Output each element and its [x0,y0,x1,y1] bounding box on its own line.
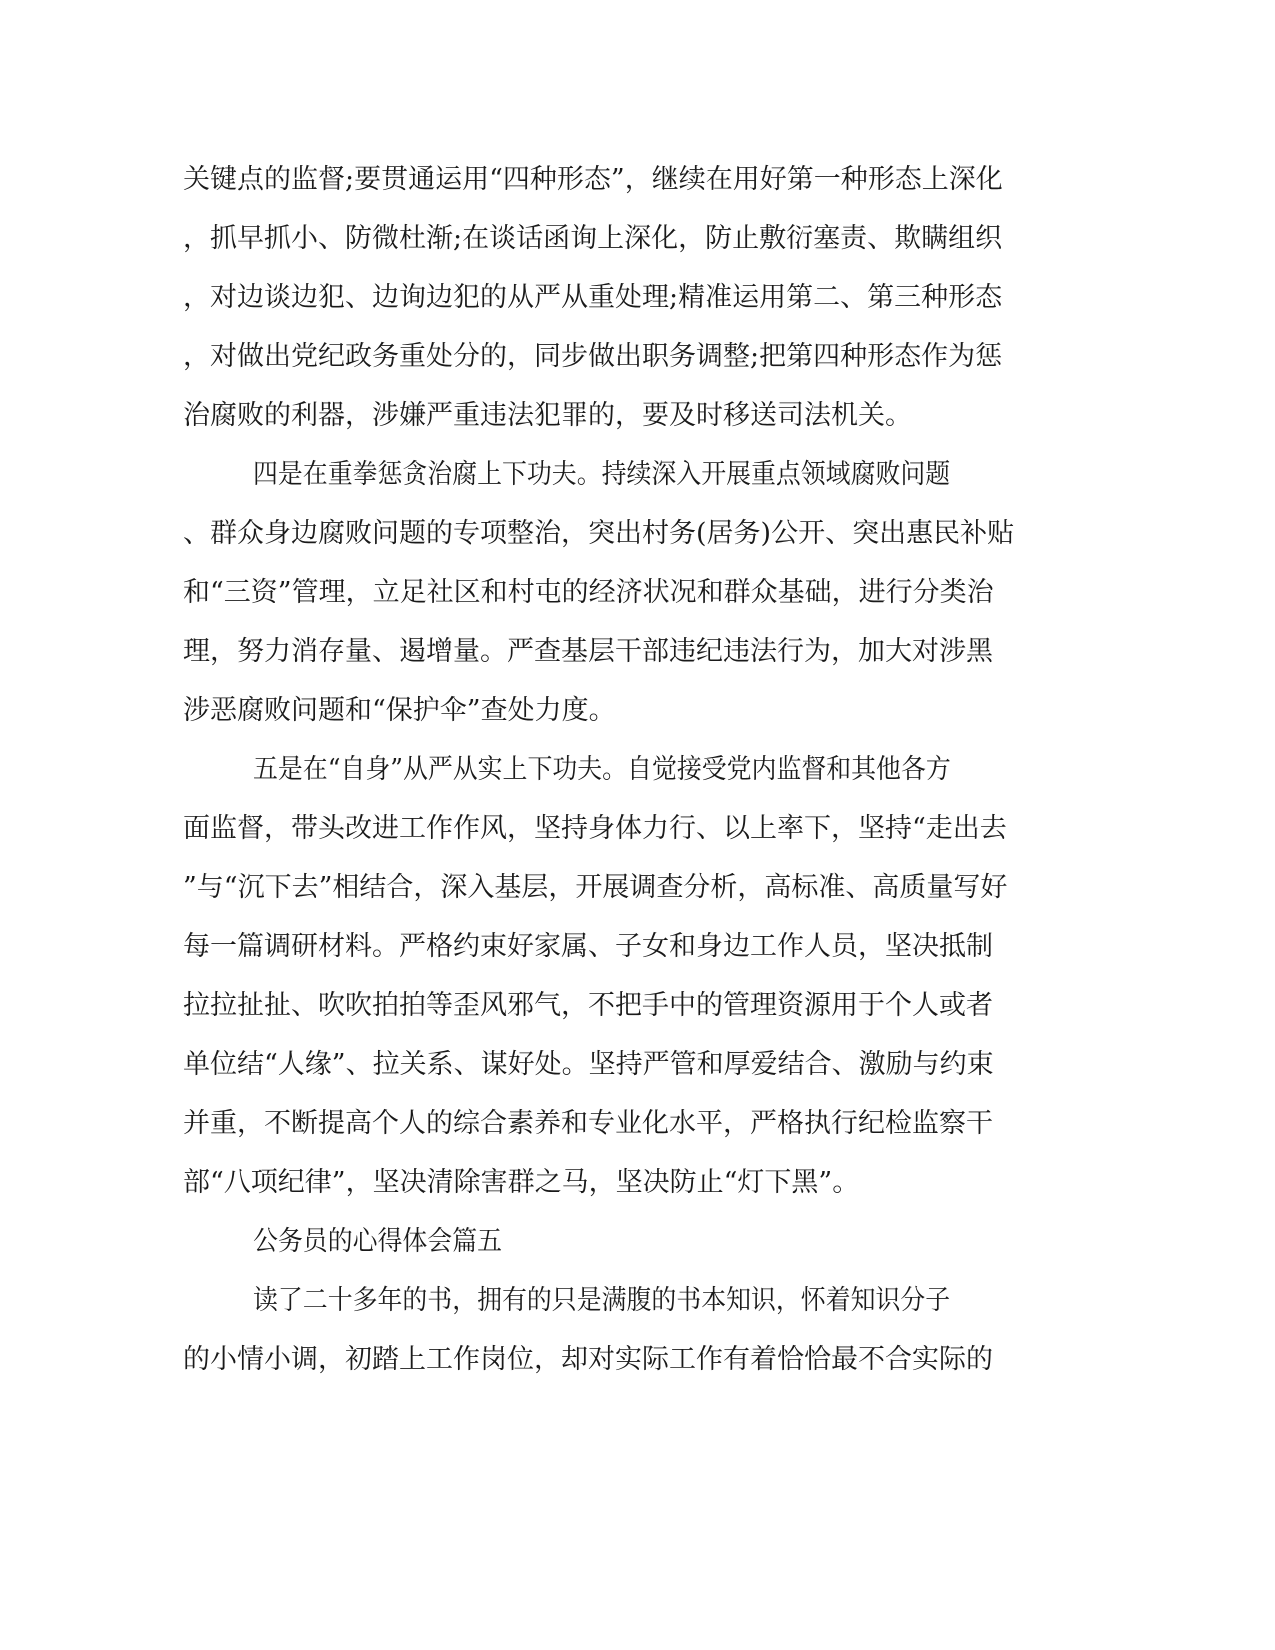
text-line: ，抓早抓小、防微杜渐;在谈话函询上深化，防止敷衍塞责、欺瞒组织 [183,223,1003,254]
text-line: ，对做出党纪政务重处分的，同步做出职务调整;把第四种形态作为惩 [183,341,1003,372]
text-line: 涉恶腐败问题和“保护伞”查处力度。 [183,695,616,726]
text-line: 面监督，带头改进工作作风，坚持身体力行、以上率下，坚持“走出去 [183,813,1007,844]
text-line: 和“三资”管理，立足社区和村屯的经济状况和群众基础，进行分类治 [183,577,994,608]
text-line: 的小情小调，初踏上工作岗位，却对实际工作有着恰恰最不合实际的 [183,1344,993,1375]
text-line: ”与“沉下去”相结合，深入基层，开展调查分析，高标准、高质量写好 [183,872,1008,903]
text-line: 理，努力消存量、遏增量。严查基层干部违纪违法行为，加大对涉黑 [183,636,993,667]
text-line: 每一篇调研材料。严格约束好家属、子女和身边工作人员，坚决抵制 [183,931,993,962]
text-line: 、群众身边腐败问题的专项整治，突出村务(居务)公开、突出惠民补贴 [183,518,1015,549]
text-line: 并重，不断提高个人的综合素养和专业化水平，严格执行纪检监察干 [183,1108,993,1139]
section-heading: 公务员的心得体会篇五 [253,1226,502,1257]
paragraph-start-line: 四是在重拳惩贪治腐上下功夫。持续深入开展重点领域腐败问题 [253,459,951,490]
text-line: ，对边谈边犯、边询边犯的从严从重处理;精准运用第二、第三种形态 [183,282,1003,313]
text-line: 单位结“人缘”、拉关系、谋好处。坚持严管和厚爱结合、激励与约束 [183,1049,994,1080]
text-line: 部“八项纪律”，坚决清除害群之马，坚决防止“灯下黑”。 [183,1167,860,1198]
text-line: 拉拉扯扯、吹吹拍拍等歪风邪气，不把手中的管理资源用于个人或者 [183,990,993,1021]
text-line: 关键点的监督;要贯通运用“四种形态”，继续在用好第一种形态上深化 [183,164,1003,195]
text-line: 治腐败的利器，涉嫌严重违法犯罪的，要及时移送司法机关。 [183,400,912,431]
paragraph-start-line: 读了二十多年的书，拥有的只是满腹的书本知识，怀着知识分子 [253,1285,951,1316]
paragraph-start-line: 五是在“自身”从严从实上下功夫。自觉接受党内监督和其他各方 [253,754,951,785]
